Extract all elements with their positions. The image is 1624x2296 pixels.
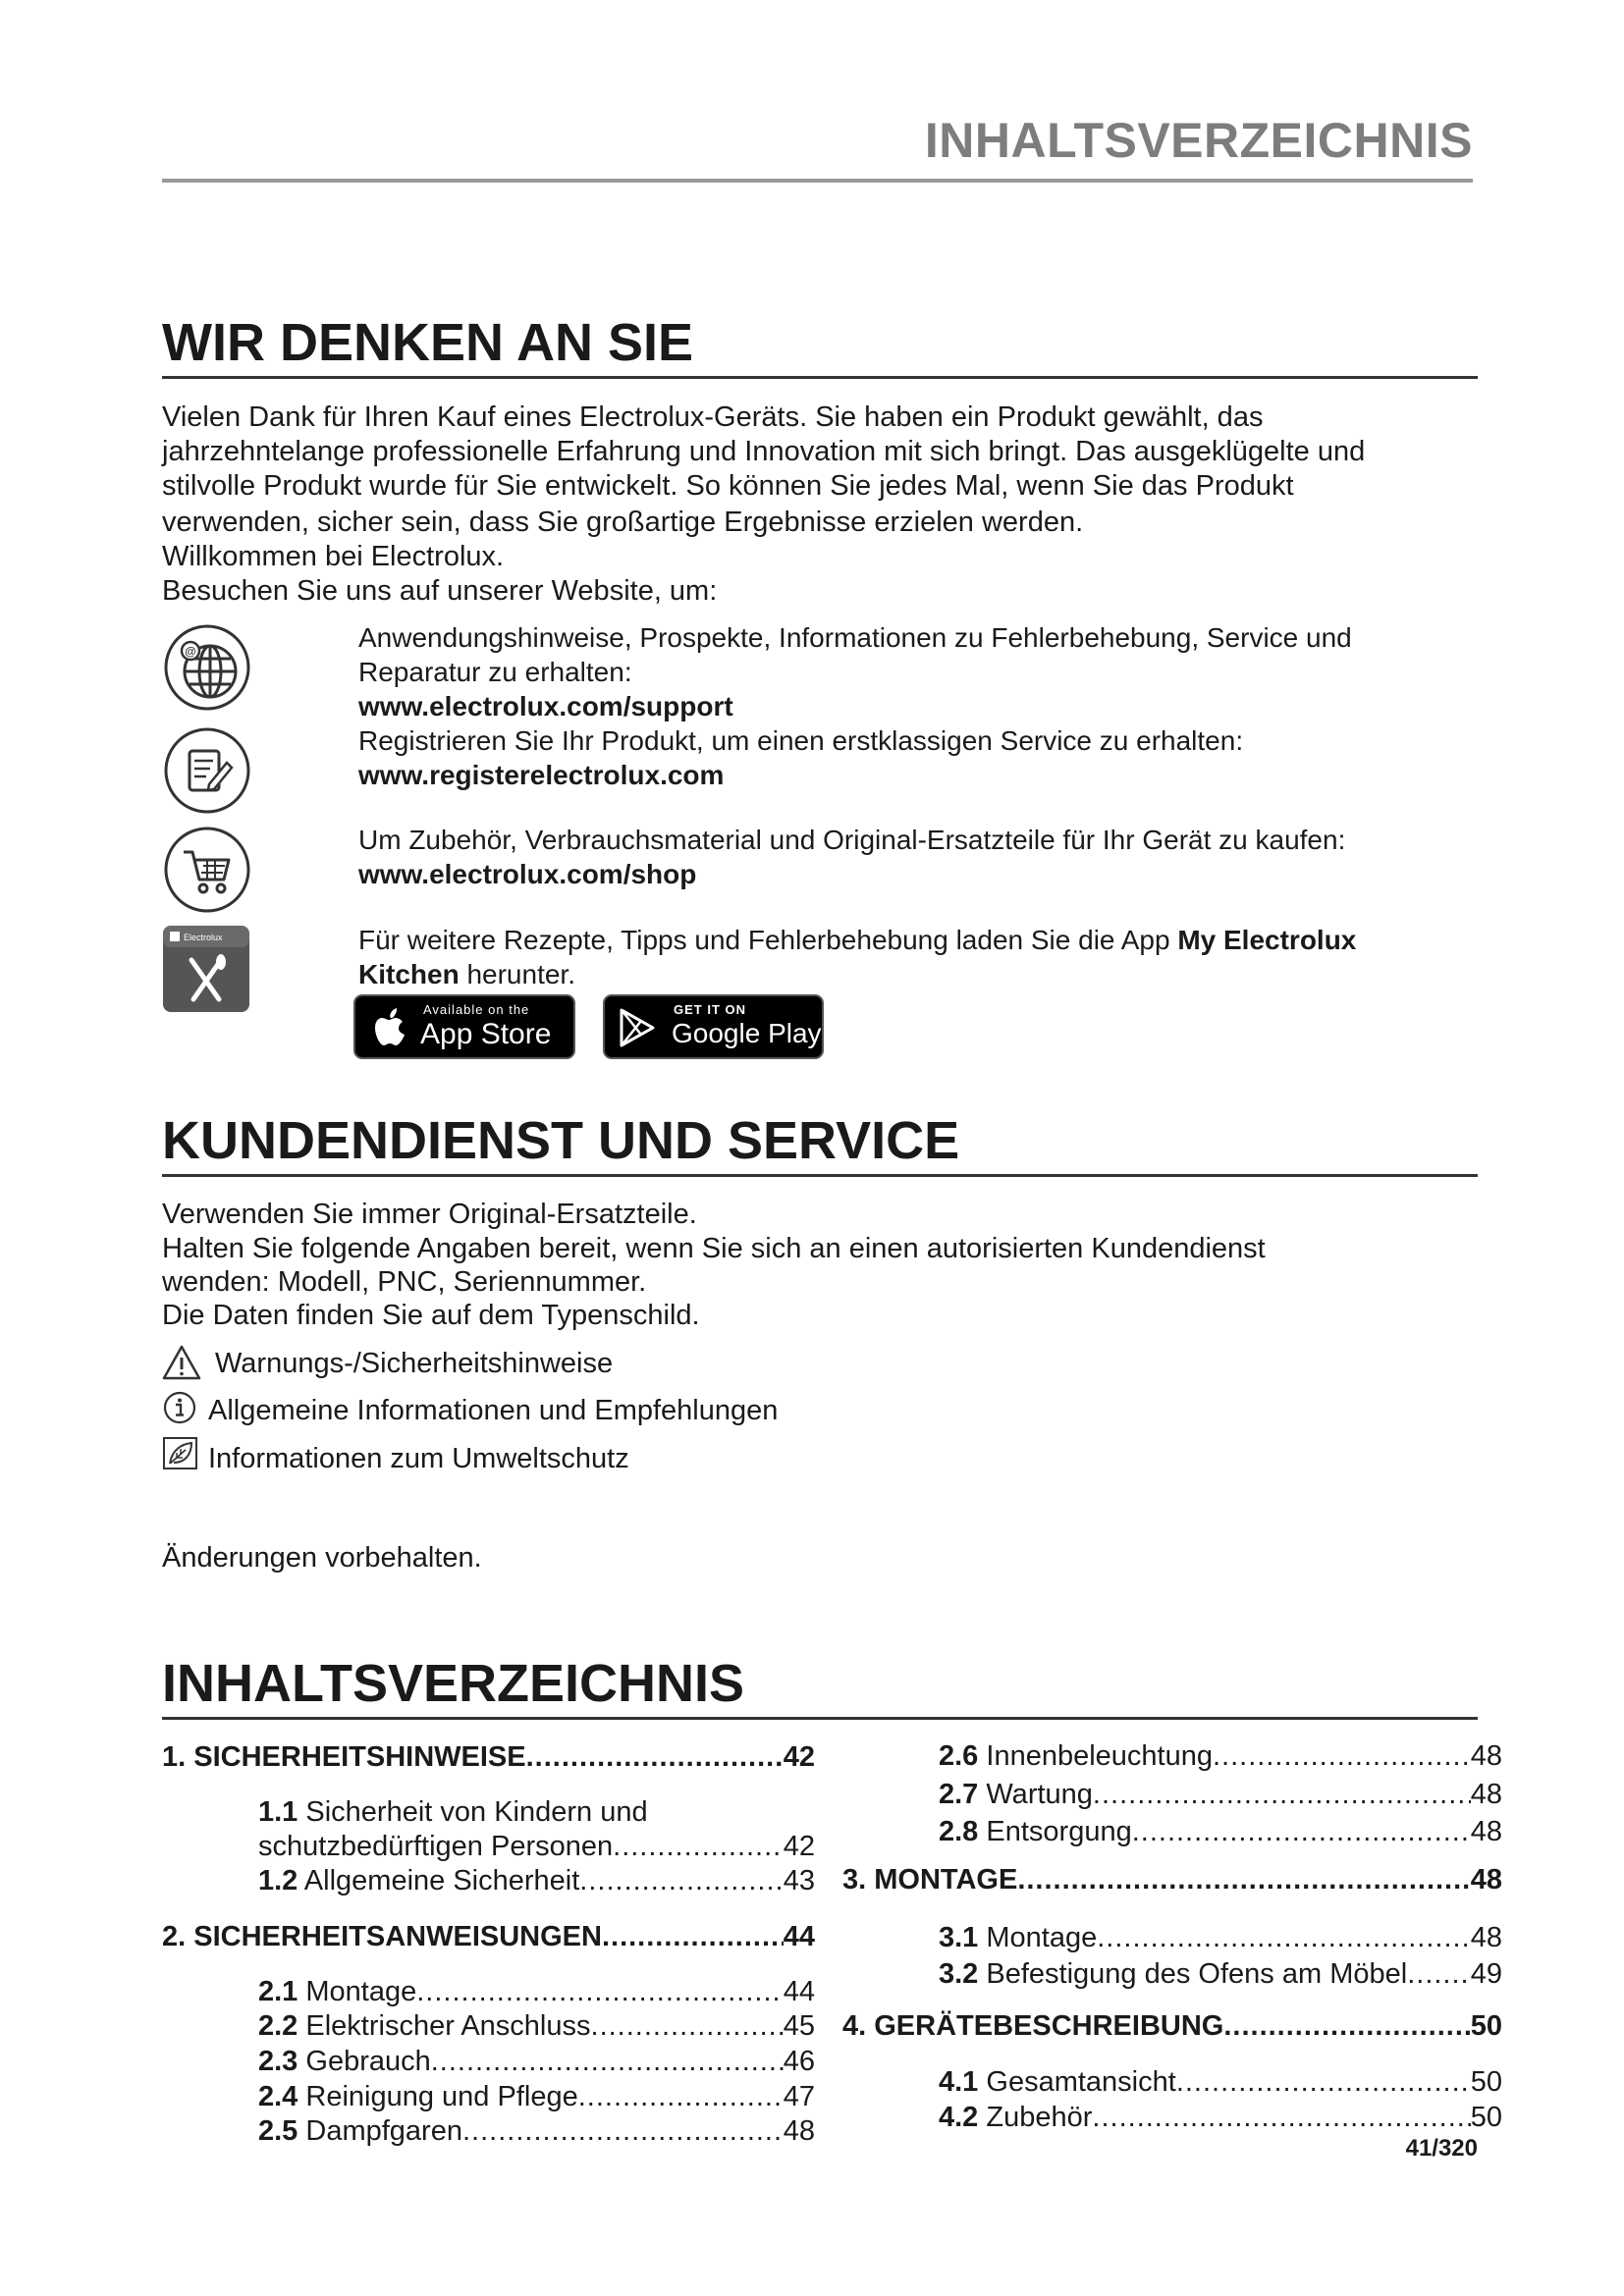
toc-leader-dots xyxy=(1223,2009,1470,2043)
toc-leader-dots xyxy=(591,2009,784,2043)
toc-leader-dots xyxy=(613,1830,784,1863)
google-play-icon xyxy=(620,1008,655,1047)
toc-entry[interactable] xyxy=(258,2009,815,2043)
shop-url-link[interactable]: www.electrolux.com/shop xyxy=(358,859,697,889)
intro-line: jahrzehntelange professionelle Erfahrung und Innovation mit sich bringt. Das ausgeklügelte und xyxy=(162,436,1366,467)
toc-entry-page: 48 xyxy=(1470,1864,1502,1896)
app-name-part1: My Electrolux xyxy=(1177,925,1357,955)
toc-entry-page: 48 xyxy=(783,2115,815,2147)
toc-entry[interactable] xyxy=(258,2045,815,2078)
shop-line: Um Zubehör, Verbrauchsmaterial und Original-Ersatzteile für Ihr Gerät zu kaufen: xyxy=(358,825,1346,855)
toc-entry-number: 2.4 xyxy=(258,2081,298,2112)
toc-entry-number: 2.7 xyxy=(939,1779,979,1810)
toc-entry-label xyxy=(842,2009,1223,2043)
service-line: Verwenden Sie immer Original-Ersatzteile. xyxy=(162,1199,697,1230)
toc-entry-label xyxy=(162,1740,526,1774)
intro-paragraph xyxy=(162,400,1478,609)
toc-entry-page: 50 xyxy=(1470,2010,1502,2042)
toc-entry[interactable] xyxy=(939,2101,1502,2134)
register-form-icon xyxy=(162,725,252,816)
toc-entry-number: 2.3 xyxy=(258,2046,298,2077)
intro-line: Willkommen bei Electrolux. xyxy=(162,541,505,572)
toc-entry-page: 50 xyxy=(1470,2102,1502,2133)
toc-leader-dots xyxy=(1213,1739,1471,1773)
section-title-inhaltsverzeichnis: INHALTSVERZEICHNIS xyxy=(162,1654,745,1713)
toc-entry[interactable] xyxy=(258,2114,815,2148)
section-rule xyxy=(162,1717,1478,1720)
service-line: wenden: Modell, PNC, Seriennummer. xyxy=(162,1266,647,1298)
section-rule xyxy=(162,376,1478,379)
toc-entry-page: 48 xyxy=(1470,1816,1502,1847)
toc-leader-dots xyxy=(1132,1815,1471,1848)
toc-entry[interactable] xyxy=(162,1920,815,1953)
toc-entry-title: Montage xyxy=(305,1976,417,2007)
toc-entry-label xyxy=(258,2009,591,2043)
toc-leader-dots xyxy=(1093,1778,1471,1811)
support-line: Reparatur zu erhalten: xyxy=(358,657,632,687)
toc-entry[interactable] xyxy=(842,2009,1502,2043)
toc-entry-number: 2.6 xyxy=(939,1740,979,1772)
kitchen-app-icon xyxy=(162,925,250,1013)
toc-entry-title: Dampfgaren xyxy=(305,2115,462,2147)
app-text-after: herunter. xyxy=(459,959,575,989)
toc-entry-number: 2.1 xyxy=(258,1976,298,2007)
toc-entry-page: 44 xyxy=(783,1921,815,1952)
toc-entry-number: 3.2 xyxy=(939,1958,979,1990)
intro-line: Besuchen Sie uns auf unserer Website, um: xyxy=(162,575,718,607)
toc-entry-page: 44 xyxy=(783,1976,815,2007)
legend-environment-text: Informationen zum Umweltschutz xyxy=(208,1443,629,1474)
toc-entry-title: Allgemeine Sicherheit xyxy=(303,1865,580,1896)
toc-leader-dots xyxy=(1176,2065,1471,2099)
toc-entry-number: 3.1 xyxy=(939,1922,979,1953)
toc-entry[interactable] xyxy=(939,1778,1502,1811)
toc-entry-label xyxy=(258,1795,648,1829)
register-url-link[interactable]: www.registerelectrolux.com xyxy=(358,760,725,790)
toc-entry-label xyxy=(258,1830,613,1863)
toc-entry[interactable] xyxy=(258,1864,815,1897)
toc-entry-page: 50 xyxy=(1470,2066,1502,2098)
running-head-title: INHALTSVERZEICHNIS xyxy=(924,113,1473,168)
running-head-rule xyxy=(162,179,1473,183)
support-text xyxy=(358,620,1478,792)
kitchen-app-brand: Electrolux xyxy=(184,933,223,942)
toc-entry-page: 48 xyxy=(1470,1922,1502,1953)
toc-entry-label xyxy=(258,2114,462,2148)
toc-entry-number: 2. xyxy=(162,1921,187,1952)
toc-entry-number: 4.1 xyxy=(939,2066,979,2098)
toc-entry-title: Elektrischer Anschluss xyxy=(305,2010,591,2042)
toc-entry-page: 48 xyxy=(1470,1779,1502,1810)
service-line: Halten Sie folgende Angaben bereit, wenn Sie sich an einen autorisierten Kundendienst xyxy=(162,1233,1266,1264)
toc-entry-label xyxy=(939,1815,1132,1848)
environment-leaf-icon xyxy=(162,1436,199,1471)
shop-text xyxy=(358,823,1478,891)
toc-entry[interactable] xyxy=(258,1795,730,1829)
app-store-big-text: App Store xyxy=(420,1018,552,1050)
service-paragraph xyxy=(162,1198,1478,1333)
toc-leader-dots xyxy=(416,1975,783,2008)
toc-entry-label xyxy=(939,1778,1093,1811)
shopping-cart-icon xyxy=(162,825,252,915)
intro-line: Vielen Dank für Ihren Kauf eines Electrolux-Geräts. Sie haben ein Produkt gewählt, das xyxy=(162,401,1264,433)
legend-warning xyxy=(162,1347,947,1382)
toc-entry-title: Innenbeleuchtung xyxy=(986,1740,1213,1772)
toc-entry-page: 49 xyxy=(1470,1958,1502,1990)
toc-entry-label xyxy=(939,2065,1176,2099)
toc-entry-title: MONTAGE xyxy=(874,1864,1018,1896)
app-text-before: Für weitere Rezepte, Tipps und Fehlerbehebung laden Sie die App xyxy=(358,925,1178,955)
svg-text:@: @ xyxy=(185,644,196,659)
toc-entry-number: 2.2 xyxy=(258,2010,298,2042)
toc-entry-page: 42 xyxy=(783,1741,815,1773)
toc-entry-label xyxy=(258,1864,579,1897)
toc-entry-label xyxy=(939,1957,1407,1991)
toc-leader-dots xyxy=(462,2114,784,2148)
toc-entry-title: Wartung xyxy=(986,1779,1093,1810)
toc-entry-label xyxy=(939,1921,1097,1954)
changes-note xyxy=(162,1541,1478,1575)
toc-leader-dots xyxy=(431,2045,784,2078)
toc-entry-number: 4.2 xyxy=(939,2102,979,2133)
app-name-part2: Kitchen xyxy=(358,959,460,989)
section-title-kundendienst: KUNDENDIENST UND SERVICE xyxy=(162,1111,960,1170)
toc-entry-number: 4. xyxy=(842,2010,867,2042)
globe-icon xyxy=(162,622,252,713)
toc-leader-dots xyxy=(1017,1863,1470,1896)
toc-entry-title: Gebrauch xyxy=(305,2046,431,2077)
toc-entry[interactable] xyxy=(939,2065,1502,2099)
toc-entry-number: 1.2 xyxy=(258,1865,298,1896)
toc-entry[interactable] xyxy=(258,1830,815,1863)
toc-leader-dots xyxy=(1407,1957,1471,1991)
toc-entry-label xyxy=(842,1863,1017,1896)
toc-entry-number: 1. xyxy=(162,1741,187,1773)
toc-entry-title: Zubehör xyxy=(986,2102,1093,2133)
google-play-big-text: Google Play xyxy=(672,1018,822,1048)
toc-entry[interactable] xyxy=(258,1975,815,2008)
toc-leader-dots xyxy=(579,1864,783,1897)
warning-icon xyxy=(162,1345,201,1380)
toc-entry-label xyxy=(939,1739,1213,1773)
google-play-small-text: GET IT ON xyxy=(674,1002,746,1017)
page-number: 41/320 xyxy=(1405,2135,1478,2162)
toc-entry-label xyxy=(258,2080,578,2113)
toc-leader-dots xyxy=(602,1920,784,1953)
legend-environment xyxy=(162,1442,947,1477)
toc-entry-page: 47 xyxy=(783,2081,815,2112)
toc-entry-title: Gesamtansicht xyxy=(986,2066,1176,2098)
toc-entry[interactable] xyxy=(939,1815,1502,1848)
toc-entry-title: Montage xyxy=(986,1922,1098,1953)
toc-entry-title: Befestigung des Ofens am Möbel xyxy=(986,1958,1408,1990)
toc-entry-number: 2.5 xyxy=(258,2115,298,2147)
toc-entry-page: 43 xyxy=(783,1865,815,1896)
legend-info xyxy=(162,1394,1046,1429)
toc-entry[interactable] xyxy=(162,1740,815,1774)
service-line: Die Daten finden Sie auf dem Typenschild. xyxy=(162,1300,700,1331)
register-line: Registrieren Sie Ihr Produkt, um einen erstklassigen Service zu erhalten: xyxy=(358,725,1244,756)
app-text xyxy=(358,923,1478,991)
toc-entry-number: 3. xyxy=(842,1864,867,1896)
app-store-badge[interactable] xyxy=(353,994,575,1059)
toc-entry-page: 45 xyxy=(783,2010,815,2042)
toc-entry-title: SICHERHEITSHINWEISE xyxy=(193,1741,526,1773)
toc-leader-dots xyxy=(578,2080,784,2113)
toc-entry-page: 42 xyxy=(783,1831,815,1862)
toc-entry-label xyxy=(258,2045,431,2078)
toc-entry-title: Entsorgung xyxy=(986,1816,1132,1847)
app-store-small-text: Available on the xyxy=(423,1002,530,1017)
toc-entry-title: GERÄTEBESCHREIBUNG xyxy=(874,2010,1224,2042)
toc-entry[interactable] xyxy=(258,2080,815,2113)
toc-entry-label xyxy=(939,2101,1092,2134)
toc-entry-title: SICHERHEITSANWEISUNGEN xyxy=(193,1921,602,1952)
legend-info-text: Allgemeine Informationen und Empfehlungen xyxy=(208,1395,779,1426)
toc-leader-dots xyxy=(1092,2101,1470,2134)
toc-entry-page: 46 xyxy=(783,2046,815,2077)
running-head xyxy=(162,113,1473,183)
info-icon xyxy=(162,1390,197,1425)
toc-entry[interactable] xyxy=(939,1957,1502,1991)
intro-line: stilvolle Produkt wurde für Sie entwickelt. So können Sie jedes Mal, wenn Sie das Produkt xyxy=(162,470,1294,502)
toc-entry-title: Reinigung und Pflege xyxy=(305,2081,578,2112)
support-url-link[interactable]: www.electrolux.com/support xyxy=(358,691,733,721)
changes-note-text: Änderungen vorbehalten. xyxy=(162,1542,482,1574)
toc-entry-label xyxy=(162,1920,602,1953)
google-play-badge[interactable] xyxy=(603,994,824,1059)
toc-leader-dots xyxy=(1097,1921,1470,1954)
toc-entry-number: 2.8 xyxy=(939,1816,979,1847)
toc-entry-label xyxy=(258,1975,416,2008)
toc-entry[interactable] xyxy=(939,1921,1502,1954)
toc-entry-number: 1.1 xyxy=(258,1796,298,1828)
section-title-wir-denken: WIR DENKEN AN SIE xyxy=(162,313,694,372)
toc-entry[interactable] xyxy=(842,1863,1502,1896)
toc-entry-page: 48 xyxy=(1470,1740,1502,1772)
toc-leader-dots xyxy=(526,1740,784,1774)
legend-warning-text: Warnungs-/Sicherheitshinweise xyxy=(215,1348,614,1379)
intro-line: verwenden, sicher sein, dass Sie großartige Ergebnisse erzielen werden. xyxy=(162,507,1084,538)
toc-entry-title: Sicherheit von Kindern und xyxy=(305,1796,648,1828)
support-line: Anwendungshinweise, Prospekte, Informationen zu Fehlerbehebung, Service und xyxy=(358,622,1352,653)
section-rule xyxy=(162,1174,1478,1177)
toc-entry[interactable] xyxy=(939,1739,1502,1773)
toc-entry-title: schutzbedürftigen Personen xyxy=(258,1831,614,1862)
apple-icon xyxy=(375,1008,408,1047)
